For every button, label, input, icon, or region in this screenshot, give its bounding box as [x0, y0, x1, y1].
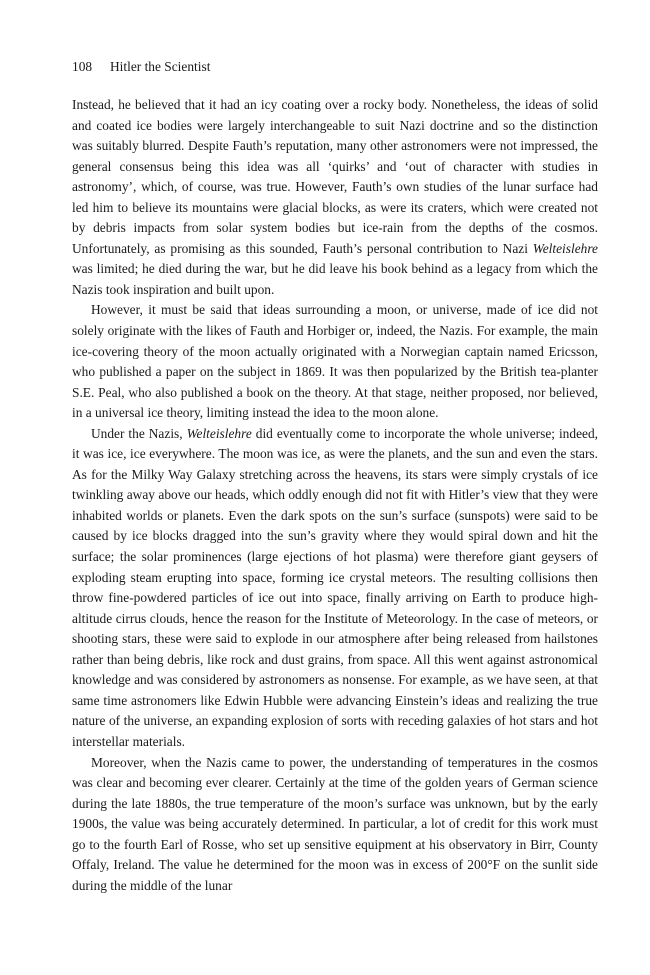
italic-term: Welteislehre — [532, 240, 598, 256]
page-number: 108 — [72, 59, 93, 74]
text-segment: Instead, he believed that it had an icy coating over a rocky body. Nonetheless, the ideas of solid and coated ice bodies were largely interchangeable to suit Nazi doctrine and so the distinction was suitably blurred. Despite Fauth’s reputation, many other astronomers were not impressed, the general consensus being this idea was all ‘quirks’ and ‘out of character with studies in astronomy’, which, of course, was true. However, Fauth’s own studies of the lunar surface had led him to believe its mountains were glacial blocks, as were its craters, which were created not by debris impacts from solar system bodies but ice-rain from the depths of the cosmos. Unfortunately, as promising as this sounded, Fauth’s personal contribution to Nazi — [72, 97, 598, 256]
running-head — [72, 58, 210, 76]
paragraph-2 — [72, 300, 598, 423]
running-title: Hitler the Scientist — [110, 59, 211, 74]
paragraph-1 — [72, 95, 598, 300]
paragraph-3 — [72, 424, 598, 753]
body-text — [72, 95, 598, 896]
italic-term: Welteislehre — [186, 425, 252, 441]
text-segment: was limited; he died during the war, but he did leave his book behind as a legacy from which the Nazis took inspiration and built upon. — [72, 261, 598, 297]
paragraph-4 — [72, 753, 598, 897]
text-segment: Moreover, when the Nazis came to power, the understanding of temperatures in the cosmos was clear and becoming ever clearer. Certainly at the time of the golden years of German science during the late 1880s, the true temperature of the moon’s surface was unknown, but by the early 1900s, the value was being accurately determined. In particular, a lot of credit for this work must go to the fourth Earl of Rosse, who set up sensitive equipment at his observatory in Birr, County Offaly, Ireland. The value he determined for the moon was in excess of 200°F on the sunlit side during the middle of the lunar — [72, 754, 598, 893]
text-segment: Under the Nazis, — [91, 425, 187, 441]
text-segment: did eventually come to incorporate the whole universe; indeed, it was ice, ice everywhere. The moon was ice, as were the planets, and the sun and even the stars. As for the Milky Way Galaxy stretching across the heavens, its stars were simply crystals of ice twinkling away above our heads, which oddly enough did not fit with Hitler’s view that they were inhabited worlds or planets. Even the dark spots on the sun’s surface (sunspots) were said to be caused by ice blocks dragged into the sun’s gravity where they would spiral down and hit the surface; the solar prominences (large ejections of hot plasma) were therefore giant geysers of exploding steam erupting into space, forming ice crystal meteors. The resulting collisions then throw fine-powdered particles of ice out into space, finally arriving on Earth to produce high-altitude cirrus clouds, hence the reason for the Institute of Meteorology. In the case of meteors, or shooting stars, these were said to explode in our atmosphere after being released from hailstones rather than being debris, like rock and dust grains, from space. All this went against astronomical knowledge and was considered by astronomers as nonsense. For example, as we have seen, at that same time astronomers like Edwin Hubble were advancing Einstein’s ideas and realizing the true nature of the universe, an expanding explosion of sorts with receding galaxies of hot stars and hot interstellar materials. — [72, 425, 598, 749]
text-segment: However, it must be said that ideas surrounding a moon, or universe, made of ice did not solely originate with the likes of Fauth and Horbiger or, indeed, the Nazis. For example, the main ice-covering theory of the moon actually originated with a Norwegian captain named Ericsson, who published a paper on the subject in 1869. It was then popularized by the British tea-planter S.E. Peal, who also published a book on the theory. At that stage, neither proposed, nor believed, in a universal ice theory, limiting instead the idea to the moon alone. — [72, 302, 598, 421]
